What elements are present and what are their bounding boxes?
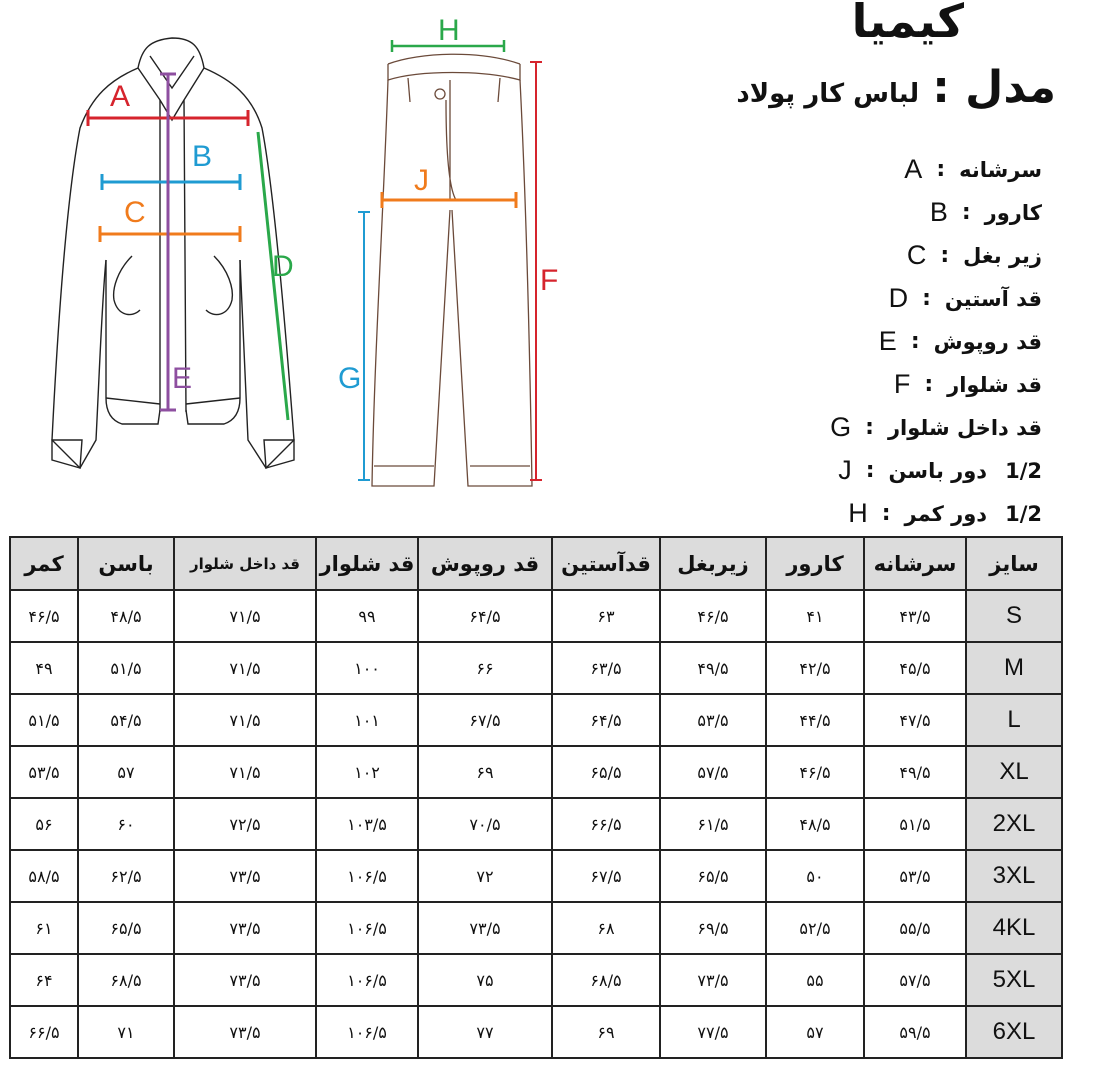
table-cell: ۶۱/۵ (660, 798, 766, 850)
size-cell: XL (966, 746, 1062, 798)
legend-item-e (742, 320, 1042, 363)
legend-text: زیر بغل (963, 243, 1042, 268)
trousers-measure-g (358, 212, 370, 480)
legend-text: سرشانه (959, 157, 1042, 182)
header-sleeve-length: قدآستین (552, 537, 660, 590)
legend-letter: E (878, 326, 897, 356)
table-cell: ۷۳/۵ (660, 954, 766, 1006)
legend-text: کارور (984, 200, 1042, 225)
jacket-illustration (52, 38, 294, 468)
legend-item-g (742, 406, 1042, 449)
size-cell: 6XL (966, 1006, 1062, 1058)
garment-diagrams (0, 0, 620, 500)
size-cell: 2XL (966, 798, 1062, 850)
table-row (10, 798, 1062, 850)
jacket-measure-e (160, 74, 176, 410)
label-e: E (172, 362, 193, 395)
label-c: C (124, 196, 146, 229)
table-cell: ۶۹ (552, 1006, 660, 1058)
legend-prefix: 1/2 (1005, 501, 1042, 526)
table-cell: ۵۳/۵ (10, 746, 78, 798)
table-cell: ۱۰۶/۵ (316, 1006, 418, 1058)
table-cell: ۱۰۲ (316, 746, 418, 798)
table-cell: ۶۴/۵ (418, 590, 552, 642)
legend-letter: A (904, 154, 923, 184)
table-cell: ۱۰۰ (316, 642, 418, 694)
header-hip: باسن (78, 537, 174, 590)
table-cell: ۶۵/۵ (660, 850, 766, 902)
table-row (10, 642, 1062, 694)
table-cell: ۴۱ (766, 590, 864, 642)
model-row (736, 62, 1056, 113)
table-cell: ۱۰۶/۵ (316, 850, 418, 902)
legend-item-c (742, 234, 1042, 277)
legend-item-a (742, 148, 1042, 191)
table-cell: ۵۱/۵ (864, 798, 966, 850)
table-body (10, 590, 1062, 1058)
legend-colon: : (865, 458, 875, 483)
table-cell: ۶۳ (552, 590, 660, 642)
size-cell: 4KL (966, 902, 1062, 954)
table-cell: ۵۳/۵ (660, 694, 766, 746)
size-cell: 3XL (966, 850, 1062, 902)
table-cell: ۶۸/۵ (552, 954, 660, 1006)
table-cell: ۷۱/۵ (174, 694, 316, 746)
header-inseam: قد داخل شلوار (174, 537, 316, 590)
table-cell: ۵۶ (10, 798, 78, 850)
trousers-illustration (372, 54, 532, 486)
label-a: A (110, 80, 131, 113)
table-cell: ۵۹/۵ (864, 1006, 966, 1058)
table-cell: ۴۶/۵ (10, 590, 78, 642)
table-cell: ۶۸/۵ (78, 954, 174, 1006)
label-f: F (540, 264, 559, 297)
legend-colon: : (922, 286, 931, 311)
table-cell: ۶۱ (10, 902, 78, 954)
table-cell: ۶۲/۵ (78, 850, 174, 902)
legend-colon: : (961, 200, 971, 225)
legend-item-f (742, 363, 1042, 406)
size-cell: L (966, 694, 1062, 746)
table-cell: ۶۶/۵ (10, 1006, 78, 1058)
measurement-legend (742, 148, 1042, 535)
table-cell: ۷۷/۵ (660, 1006, 766, 1058)
legend-item-b (742, 191, 1042, 234)
legend-item-d (742, 277, 1042, 320)
legend-letter: B (929, 197, 948, 227)
table-cell: ۶۹ (418, 746, 552, 798)
size-table (9, 536, 1063, 1059)
table-cell: ۷۳/۵ (174, 1006, 316, 1058)
table-cell: ۶۸ (552, 902, 660, 954)
table-cell: ۶۳/۵ (552, 642, 660, 694)
table-cell: ۷۲/۵ (174, 798, 316, 850)
table-cell: ۵۲/۵ (766, 902, 864, 954)
model-value: لباس کار پولاد (736, 79, 920, 109)
legend-colon: : (881, 501, 891, 526)
table-cell: ۶۵/۵ (552, 746, 660, 798)
legend-colon: : (940, 243, 950, 268)
legend-colon: : (865, 415, 874, 440)
table-cell: ۵۸/۵ (10, 850, 78, 902)
table-cell: ۵۷ (766, 1006, 864, 1058)
size-cell: S (966, 590, 1062, 642)
legend-letter: D (888, 283, 909, 313)
table-cell: ۵۷ (78, 746, 174, 798)
table-cell: ۴۶/۵ (660, 590, 766, 642)
model-label: مدل : (932, 62, 1056, 113)
table-cell: ۱۰۶/۵ (316, 902, 418, 954)
header-shoulder: سرشانه (864, 537, 966, 590)
header-coat-length: قد روپوش (418, 537, 552, 590)
table-row (10, 694, 1062, 746)
table-header-row (10, 537, 1062, 590)
legend-colon: : (910, 329, 920, 354)
table-row (10, 1006, 1062, 1058)
label-d: D (272, 250, 294, 283)
table-cell: ۹۹ (316, 590, 418, 642)
table-cell: ۶۰ (78, 798, 174, 850)
table-row (10, 954, 1062, 1006)
legend-colon: : (924, 372, 934, 397)
label-h: H (438, 14, 460, 47)
header-chest: کارور (766, 537, 864, 590)
label-j: J (414, 164, 429, 197)
jacket-measure-b (102, 174, 240, 190)
table-cell: ۵۱/۵ (10, 694, 78, 746)
table-cell: ۷۱/۵ (174, 590, 316, 642)
header-size: سایز (966, 537, 1062, 590)
table-cell: ۷۵ (418, 954, 552, 1006)
table-cell: ۷۳/۵ (418, 902, 552, 954)
table-cell: ۴۶/۵ (766, 746, 864, 798)
table-cell: ۷۰/۵ (418, 798, 552, 850)
table-cell: ۵۱/۵ (78, 642, 174, 694)
size-cell: 5XL (966, 954, 1062, 1006)
table-row (10, 590, 1062, 642)
legend-text: قد روپوش (933, 329, 1042, 354)
table-cell: ۷۲ (418, 850, 552, 902)
legend-letter: C (906, 240, 927, 270)
table-cell: ۷۳/۵ (174, 954, 316, 1006)
table-cell: ۵۰ (766, 850, 864, 902)
table-cell: ۴۳/۵ (864, 590, 966, 642)
legend-text: قد داخل شلوار (887, 415, 1042, 440)
table-cell: ۷۱/۵ (174, 642, 316, 694)
header-underarm: زیربغل (660, 537, 766, 590)
table-cell: ۴۹/۵ (864, 746, 966, 798)
table-cell: ۷۳/۵ (174, 850, 316, 902)
header-waist: کمر (10, 537, 78, 590)
legend-letter: H (848, 498, 868, 528)
table-cell: ۱۰۶/۵ (316, 954, 418, 1006)
legend-item-h (742, 492, 1042, 535)
legend-text: دور کمر (904, 501, 988, 526)
table-row (10, 850, 1062, 902)
label-g: G (338, 362, 362, 395)
jacket-measure-c (100, 226, 240, 242)
legend-item-j (742, 449, 1042, 492)
table-cell: ۵۵/۵ (864, 902, 966, 954)
table-cell: ۱۰۳/۵ (316, 798, 418, 850)
table-cell: ۷۱ (78, 1006, 174, 1058)
legend-letter: F (893, 369, 911, 399)
table-cell: ۷۳/۵ (174, 902, 316, 954)
table-cell: ۴۷/۵ (864, 694, 966, 746)
table-cell: ۵۷/۵ (864, 954, 966, 1006)
table-cell: ۵۷/۵ (660, 746, 766, 798)
table-cell: ۵۵ (766, 954, 864, 1006)
brand-title: کیمیا (851, 0, 964, 48)
legend-text: دور باسن (888, 458, 988, 483)
table-cell: ۶۶/۵ (552, 798, 660, 850)
table-cell: ۴۸/۵ (78, 590, 174, 642)
legend-text: قد آستین (944, 286, 1042, 311)
table-cell: ۶۴ (10, 954, 78, 1006)
trousers-measure-j (382, 192, 516, 208)
legend-text: قد شلوار (947, 372, 1042, 397)
table-cell: ۵۴/۵ (78, 694, 174, 746)
table-cell: ۶۹/۵ (660, 902, 766, 954)
table-cell: ۶۶ (418, 642, 552, 694)
table-row (10, 746, 1062, 798)
legend-letter: G (830, 412, 852, 442)
table-cell: ۴۵/۵ (864, 642, 966, 694)
legend-letter: J (838, 455, 852, 485)
table-cell: ۴۸/۵ (766, 798, 864, 850)
table-cell: ۶۷/۵ (418, 694, 552, 746)
label-b: B (192, 140, 213, 173)
table-cell: ۴۹ (10, 642, 78, 694)
table-cell: ۶۵/۵ (78, 902, 174, 954)
header-trouser-length: قد شلوار (316, 537, 418, 590)
table-row (10, 902, 1062, 954)
table-cell: ۱۰۱ (316, 694, 418, 746)
table-cell: ۷۱/۵ (174, 746, 316, 798)
table-cell: ۷۷ (418, 1006, 552, 1058)
table-cell: ۴۴/۵ (766, 694, 864, 746)
table-cell: ۶۴/۵ (552, 694, 660, 746)
table-cell: ۵۳/۵ (864, 850, 966, 902)
legend-prefix: 1/2 (1005, 458, 1042, 483)
table-cell: ۴۲/۵ (766, 642, 864, 694)
legend-colon: : (936, 157, 946, 182)
table-cell: ۴۹/۵ (660, 642, 766, 694)
table-cell: ۶۷/۵ (552, 850, 660, 902)
size-cell: M (966, 642, 1062, 694)
